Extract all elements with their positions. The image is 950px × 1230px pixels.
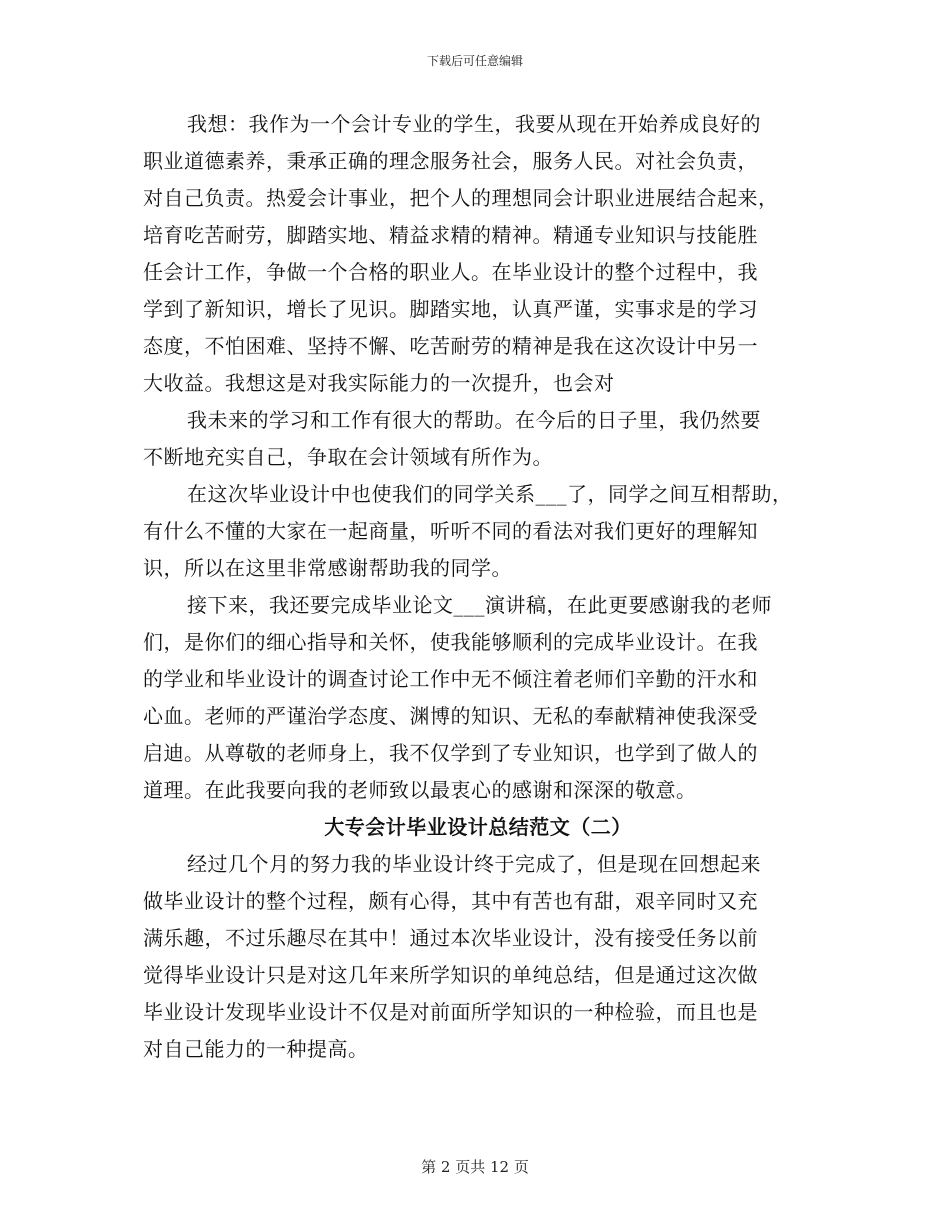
text-line: 道理。在此我要向我的老师致以最衷心的感谢和深深的敬意。 [143,778,697,802]
text-line: 做毕业设计的整个过程，颇有心得，其中有苦也有甜，艰辛同时又充 [143,889,758,913]
section-title: 大专会计毕业设计总结范文（二） [324,815,632,839]
text-line: 不断地充实自己，争取在会计领域有所作为。 [143,445,553,469]
text-line: 培育吃苦耐劳，脚踏实地、精益求精的精神。精通专业知识与技能胜 [143,223,758,247]
text-line: 经过几个月的努力我的毕业设计终于完成了，但是现在回想起来 [187,852,761,876]
text-line: 学到了新知识，增长了见识。脚踏实地，认真严谨，实事求是的学习 [143,297,758,321]
text-line: 大收益。我想这是对我实际能力的一次提升，也会对 [143,371,615,395]
text-line: 心血。老师的严谨治学态度、渊博的知识、无私的奉献精神使我深受 [143,704,758,728]
text-line: 在这次毕业设计中也使我们的同学关系___了，同学之间互相帮助， [187,482,793,506]
page-header: 下载后可任意编辑 [426,54,523,68]
text-line: 们，是你们的细心指导和关怀，使我能够顺利的完成毕业设计。在我 [143,630,758,654]
text-line: 有什么不懂的大家在一起商量，听听不同的看法对我们更好的理解知 [143,519,758,543]
page-footer: 第 2 页共 12 页 [421,1158,529,1176]
text-line: 接下来，我还要完成毕业论文___演讲稿，在此更要感谢我的老师 [187,593,772,617]
text-line: 毕业设计发现毕业设计不仅是对前面所学知识的一种检验，而且也是 [143,1000,758,1024]
document-body [143,106,813,1068]
text-line: 我未来的学习和工作有很大的帮助。在今后的日子里，我仍然要 [187,408,761,432]
text-line: 的学业和毕业设计的调查讨论工作中无不倾注着老师们辛勤的汗水和 [143,667,758,691]
text-line: 职业道德素养，秉承正确的理念服务社会，服务人民。对社会负责， [143,149,758,173]
text-line: 满乐趣，不过乐趣尽在其中！通过本次毕业设计，没有接受任务以前 [143,926,758,950]
text-line: 我想：我作为一个会计专业的学生，我要从现在开始养成良好的 [187,112,761,136]
text-line: 对自己负责。热爱会计事业，把个人的理想同会计职业进展结合起来， [143,186,779,210]
text-line: 任会计工作，争做一个合格的职业人。在毕业设计的整个过程中，我 [143,260,758,284]
text-line: 态度，不怕困难、坚持不懈、吃苦耐劳的精神是我在这次设计中另一 [143,334,758,358]
text-line: 觉得毕业设计只是对这几年来所学知识的单纯总结，但是通过这次做 [143,963,758,987]
text-line: 启迪。从尊敬的老师身上，我不仅学到了专业知识，也学到了做人的 [143,741,758,765]
text-line: 对自己能力的一种提高。 [143,1037,369,1061]
text-line: 识，所以在这里非常感谢帮助我的同学。 [143,556,512,580]
